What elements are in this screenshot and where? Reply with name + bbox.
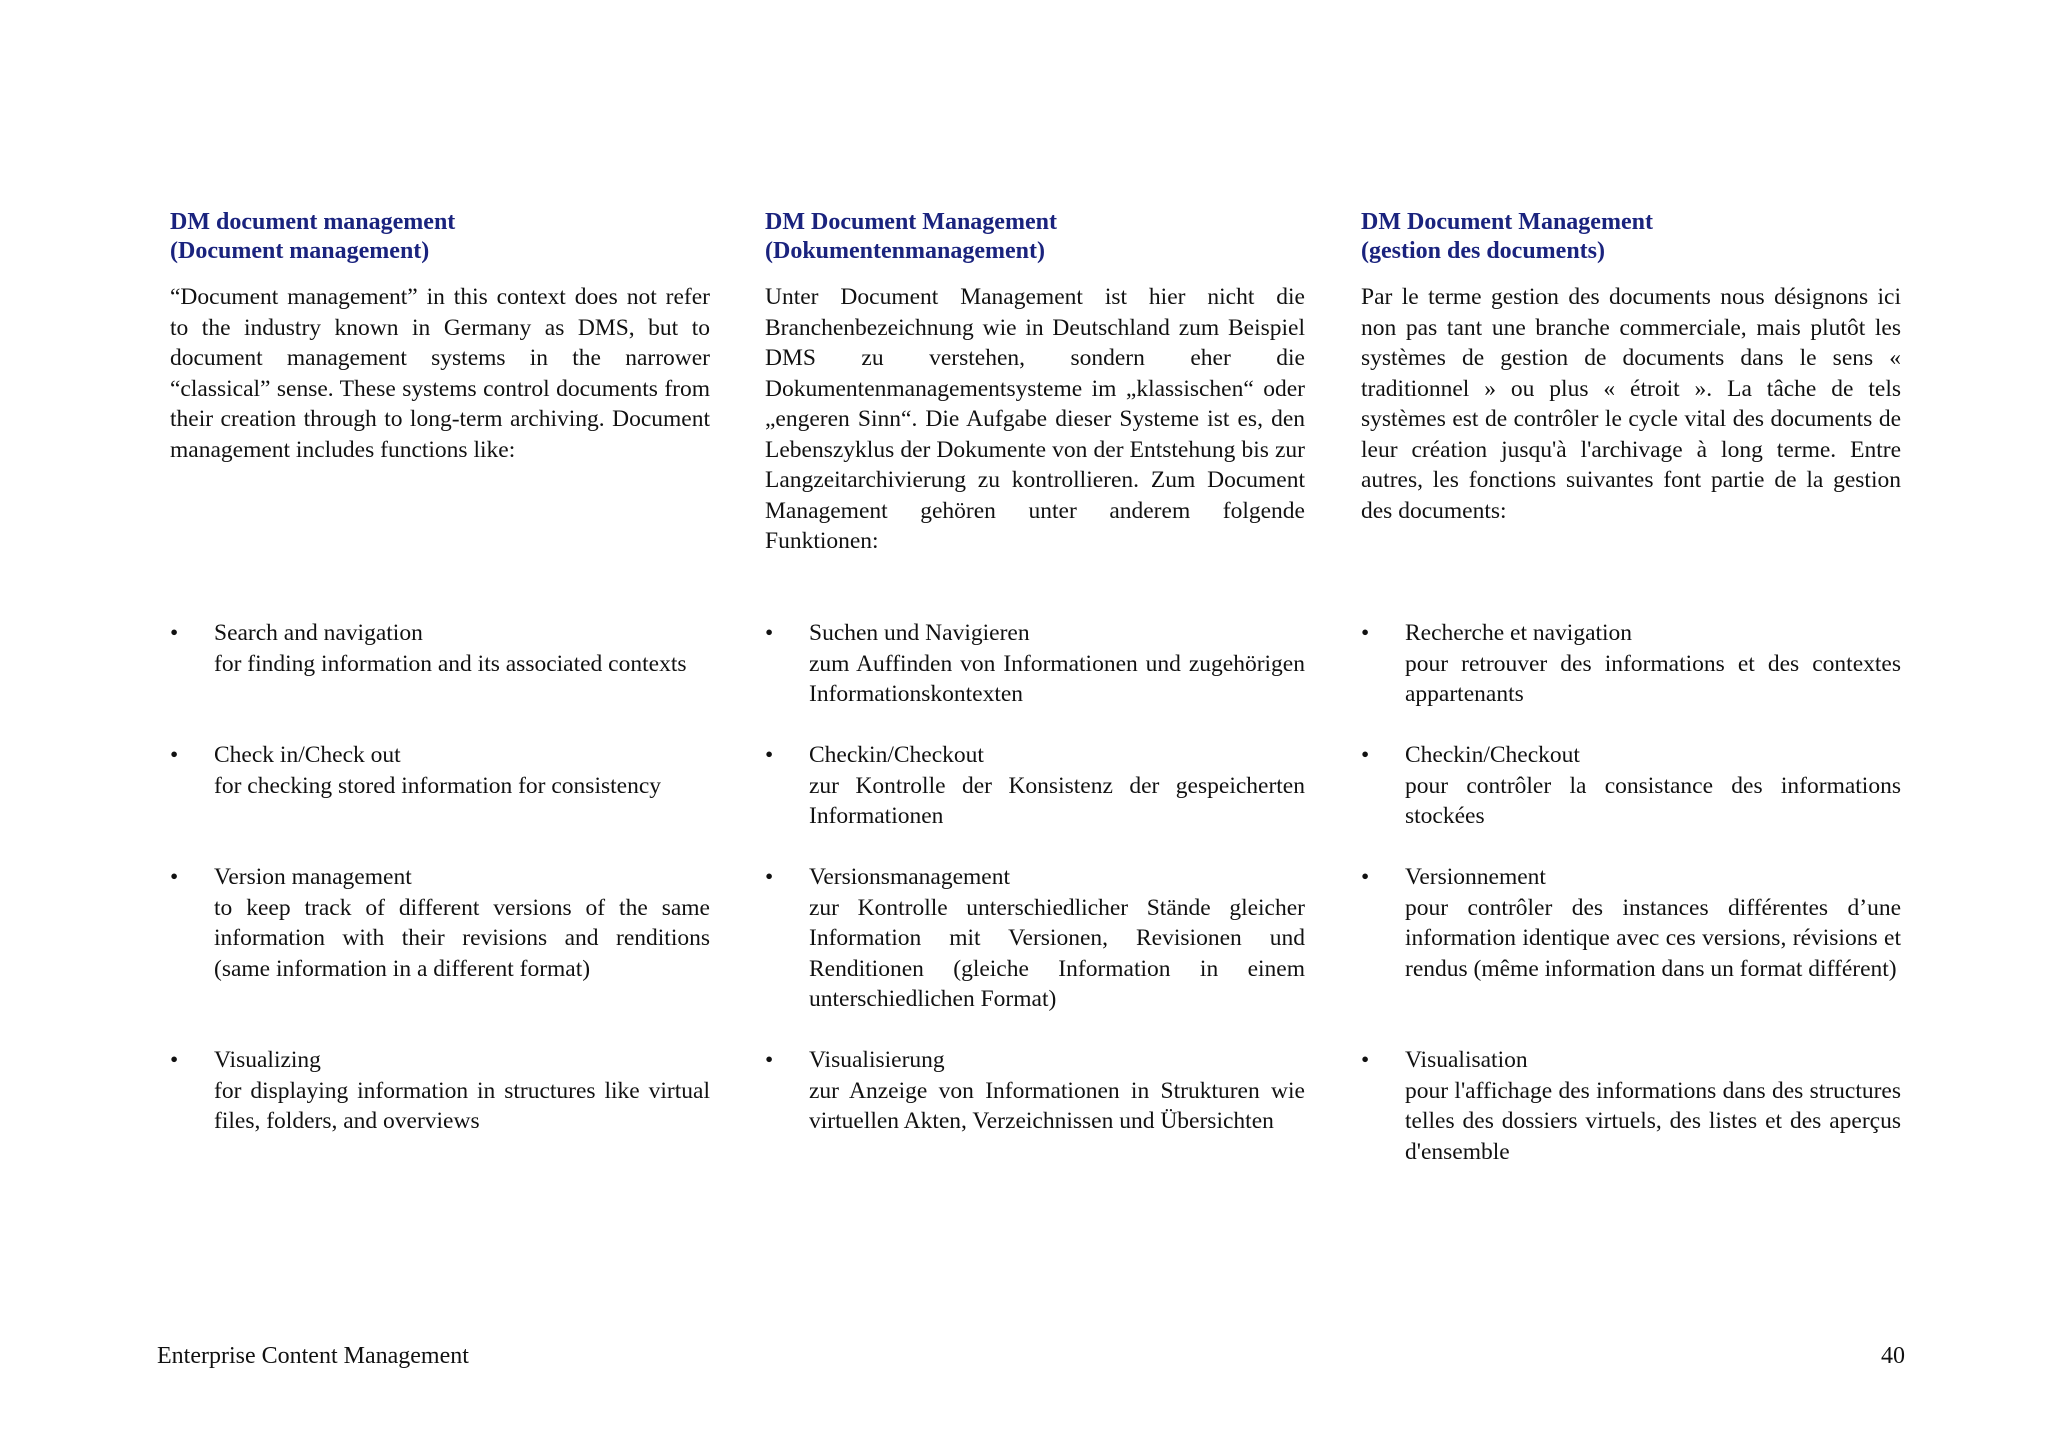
footer-title: Enterprise Content Management	[157, 1343, 469, 1369]
bullet-icon: •	[765, 620, 774, 646]
list-item	[170, 862, 710, 1045]
bullet-icon: •	[170, 1047, 179, 1073]
bullet-icon: •	[765, 1047, 774, 1073]
list-item	[170, 618, 710, 740]
bullet-icon: •	[765, 742, 774, 768]
function-list	[765, 618, 1305, 1167]
item-title: Visualizing	[214, 1047, 321, 1073]
bullet-icon: •	[1361, 1047, 1370, 1073]
list-item	[765, 740, 1305, 862]
heading-line-2: (Dokumentenmanagement)	[765, 238, 1045, 264]
item-description: zur Anzeige von Informationen in Strukturen wie virtuellen Akten, Verzeichnissen und Übersichten	[809, 1077, 1305, 1134]
item-description: for displaying information in structures like virtual files, folders, and overviews	[214, 1077, 710, 1134]
item-title: Check in/Check out	[214, 742, 401, 768]
heading-line-1: DM Document Management	[765, 209, 1057, 235]
bullet-icon: •	[765, 864, 774, 890]
bullet-icon: •	[1361, 742, 1370, 768]
bullet-icon: •	[170, 742, 179, 768]
list-item	[1361, 740, 1901, 862]
intro-paragraph: Unter Document Management ist hier nicht die Branchenbezeichnung wie in Deutschland zum Beispiel DMS zu verstehen, sondern eher die Dokumentenmanagementsysteme im „klassischen“ oder „engeren Sinn“. Die Aufgabe dieser Systeme ist es, den Lebenszyklus der Dokumente von der Entstehung bis zur Langzeitarchivierung zu kontrollieren. Zum Document Management gehören unter anderem folgende Funktionen:	[765, 284, 1305, 554]
section-heading	[765, 208, 1305, 266]
column-english	[170, 208, 710, 1134]
list-item	[765, 618, 1305, 740]
item-description: pour contrôler la consistance des informations stockées	[1405, 772, 1901, 829]
bullet-icon: •	[1361, 620, 1370, 646]
item-title: Visualisierung	[809, 1047, 945, 1073]
section-heading	[1361, 208, 1901, 266]
list-item	[170, 1045, 710, 1167]
heading-line-1: DM document management	[170, 209, 456, 235]
section-heading	[170, 208, 710, 266]
item-title: Versionnement	[1405, 864, 1546, 890]
item-description: zur Kontrolle der Konsistenz der gespeicherten Informationen	[809, 772, 1305, 829]
bullet-icon: •	[170, 620, 179, 646]
item-title: Search and navigation	[214, 620, 423, 646]
bullet-icon: •	[1361, 864, 1370, 890]
bullet-icon: •	[170, 864, 179, 890]
function-list	[1361, 618, 1901, 1167]
item-description: pour l'affichage des informations dans des structures telles des dossiers virtuels, des listes et des aperçus d'ensemble	[1405, 1077, 1901, 1165]
function-list	[170, 618, 710, 1167]
item-title: Suchen und Navigieren	[809, 620, 1030, 646]
list-item	[1361, 862, 1901, 1045]
list-item	[170, 740, 710, 862]
column-german	[765, 208, 1305, 1134]
heading-line-1: DM Document Management	[1361, 209, 1653, 235]
item-description: pour retrouver des informations et des contextes appartenants	[1405, 650, 1901, 707]
item-title: Checkin/Checkout	[809, 742, 984, 768]
item-description: zum Auffinden von Informationen und zugehörigen Informationskontexten	[809, 650, 1305, 707]
item-title: Checkin/Checkout	[1405, 742, 1580, 768]
item-title: Versionsmanagement	[809, 864, 1011, 890]
list-item	[1361, 1045, 1901, 1167]
heading-line-2: (Document management)	[170, 238, 430, 264]
item-description: zur Kontrolle unterschiedlicher Stände gleicher Information mit Versionen, Revisionen und Renditionen (gleiche Information in einem unterschiedlichen Format)	[809, 894, 1305, 1012]
list-item	[765, 862, 1305, 1045]
item-description: for finding information and its associated contexts	[214, 650, 687, 677]
item-description: to keep track of different versions of the same information with their revisions and renditions (same information in a different format)	[214, 894, 710, 982]
heading-line-2: (gestion des documents)	[1361, 238, 1605, 264]
list-item	[765, 1045, 1305, 1167]
intro-paragraph: Par le terme gestion des documents nous désignons ici non pas tant une branche commerciale, mais plutôt les systèmes de gestion de documents dans le sens « traditionnel » ou plus « étroit ». La tâche de tels systèmes est de contrôler le cycle vital des documents de leur création jusqu'à l'archivage à long terme. Entre autres, les fonctions suivantes font partie de la gestion des documents:	[1361, 284, 1901, 524]
item-description: for checking stored information for consistency	[214, 772, 662, 799]
column-french	[1361, 208, 1901, 1165]
intro-paragraph: “Document management” in this context does not refer to the industry known in Germany as DMS, but to document management systems in the narrower “classical” sense. These systems control documents from their creation through to long-term archiving. Document management includes functions like:	[170, 284, 710, 463]
item-description: pour contrôler des instances différentes d’une information identique avec ces versions, révisions et rendus (même information dans un format différent)	[1405, 894, 1901, 982]
item-title: Recherche et navigation	[1405, 620, 1633, 646]
list-item	[1361, 618, 1901, 740]
page-number: 40	[1881, 1343, 1905, 1369]
item-title: Visualisation	[1405, 1047, 1528, 1073]
item-title: Version management	[214, 864, 412, 890]
